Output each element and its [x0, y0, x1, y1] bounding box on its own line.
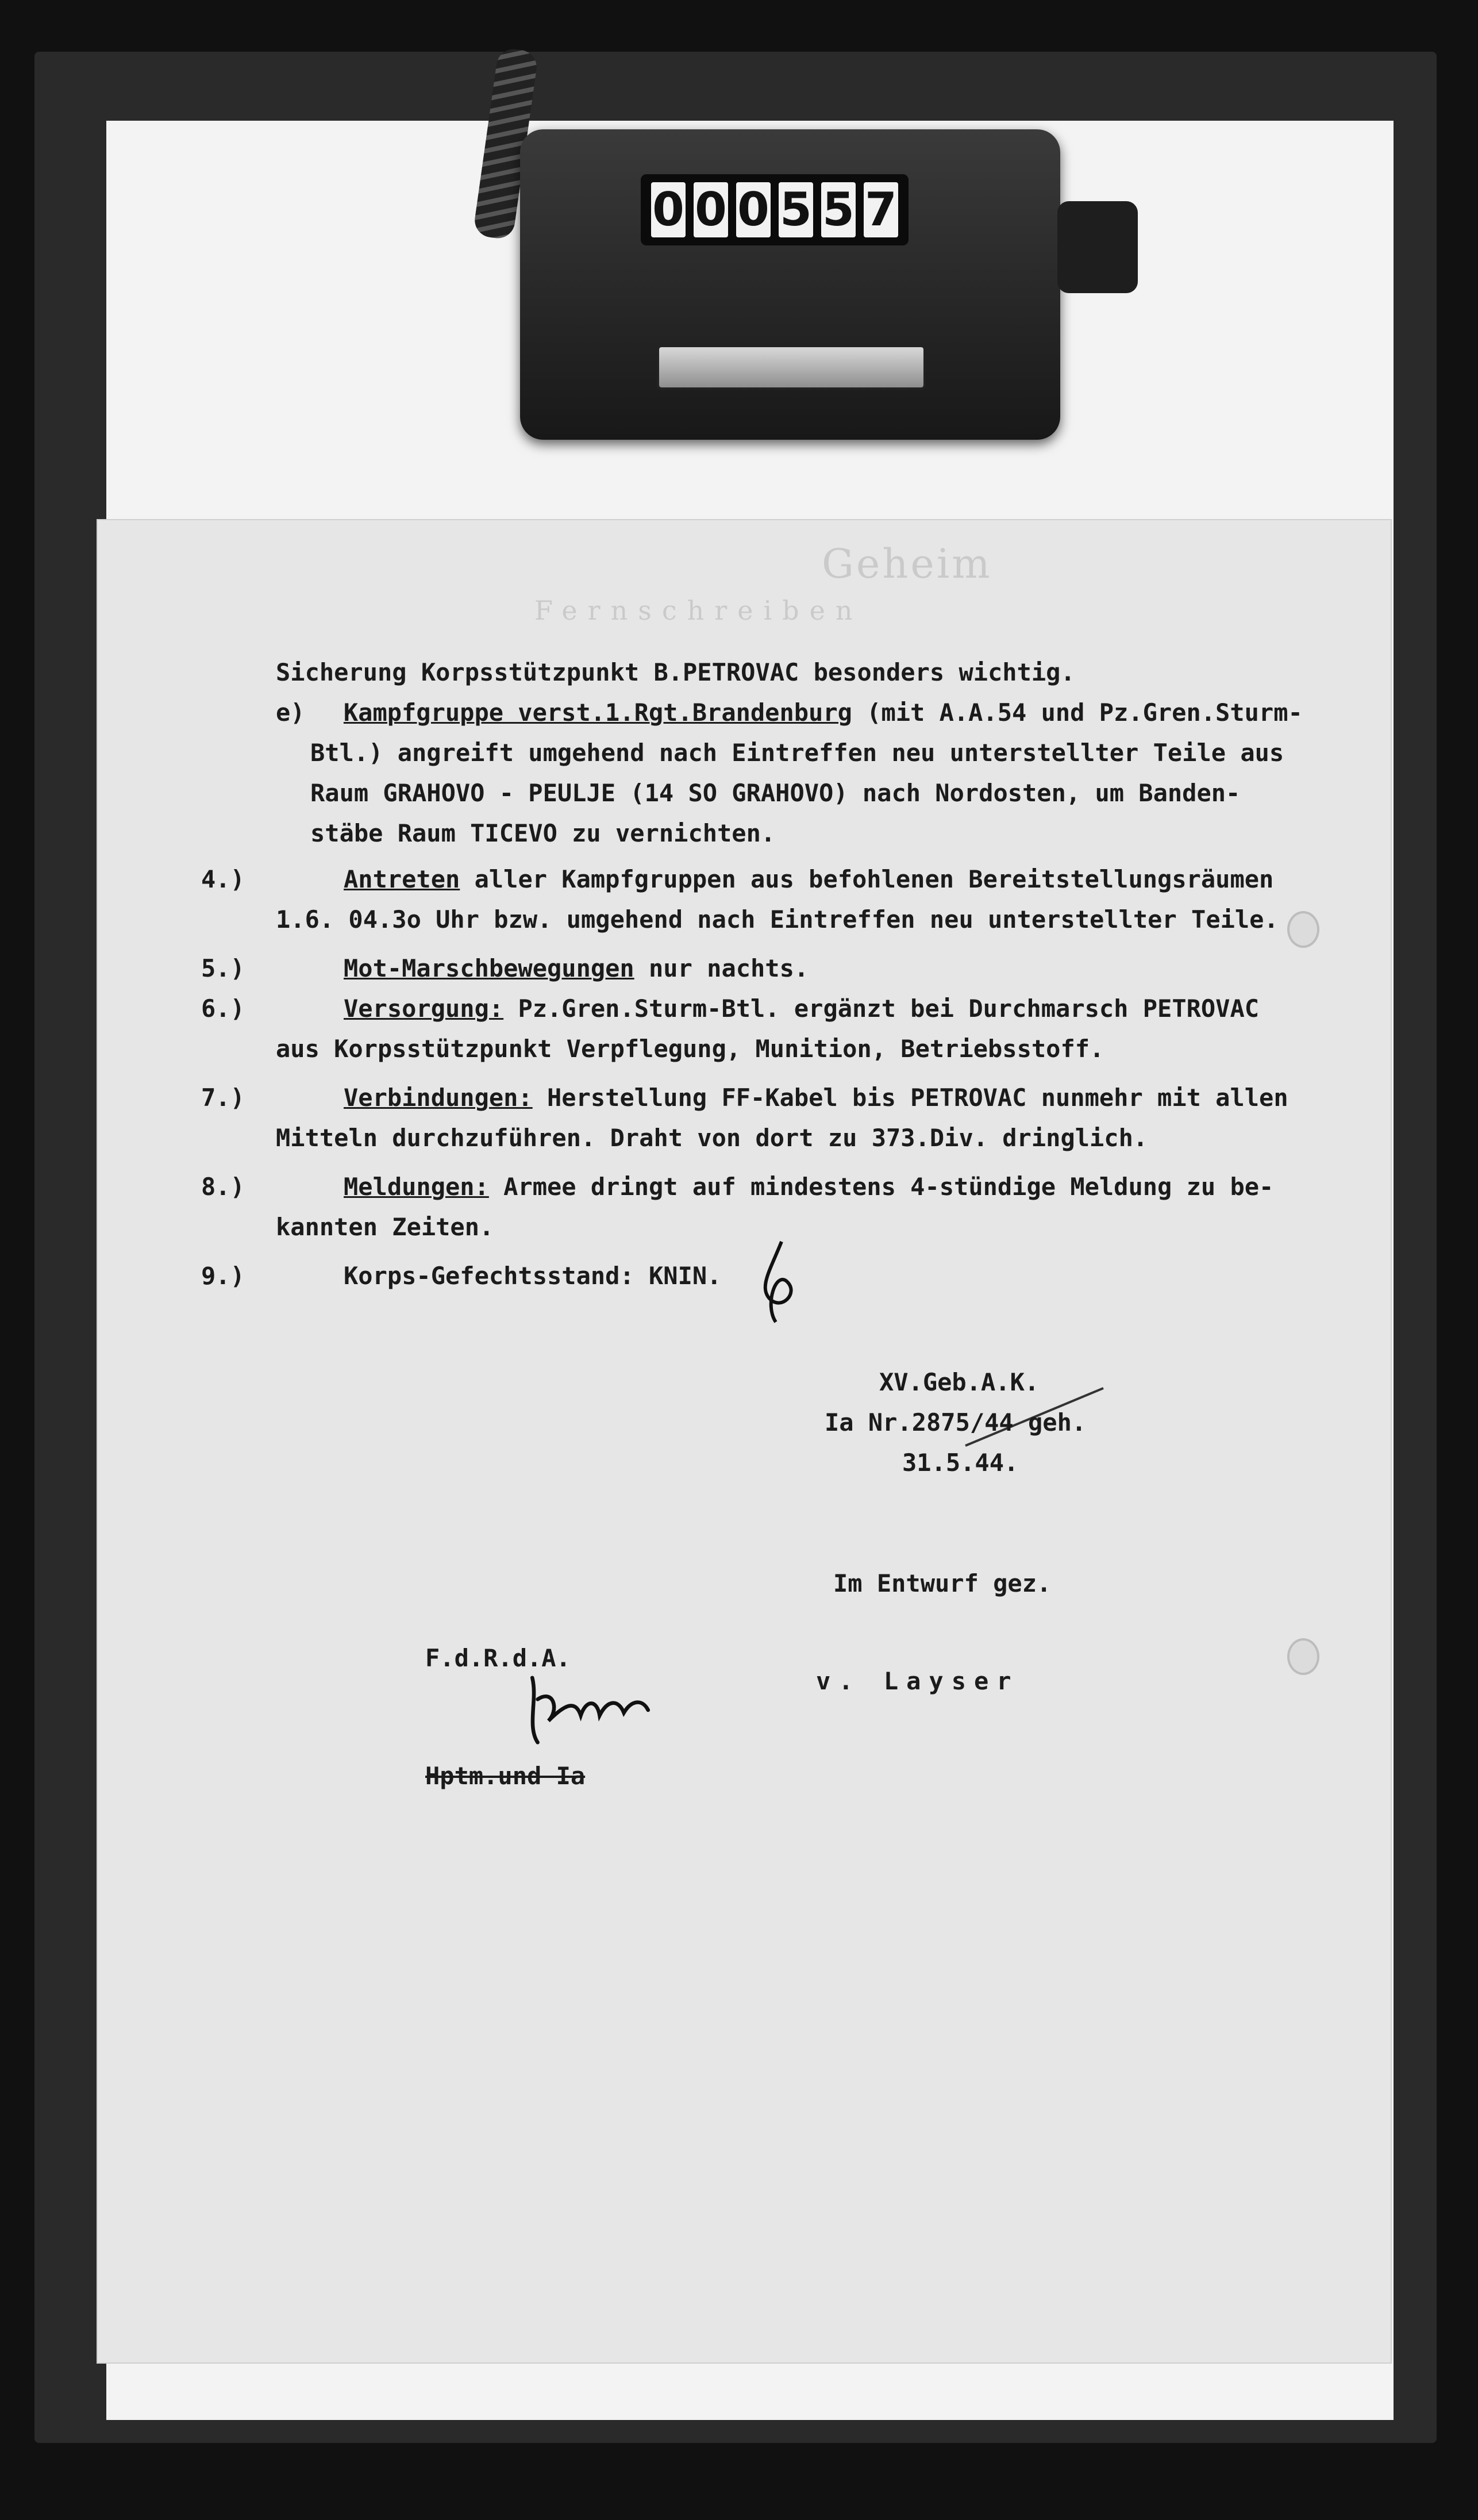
punch-hole — [1287, 1638, 1319, 1675]
text-line: 1.6. 04.3o Uhr bzw. umgehend nach Eintreffen neu unterstellter Teile. — [276, 905, 1279, 934]
counter-digit: 5 — [821, 182, 856, 237]
text-line — [344, 954, 809, 982]
text-line — [344, 1084, 1288, 1112]
struck-rank: Hptm.und Ia — [425, 1762, 586, 1790]
text-line — [276, 698, 1303, 727]
text-fragment: aller Kampfgruppen aus befohlenen Bereitstellungsräumen — [460, 865, 1274, 893]
text-line: stäbe Raum TICEVO zu vernichten. — [310, 819, 776, 847]
text-line: kannten Zeiten. — [276, 1213, 494, 1241]
counter-digit: 7 — [864, 182, 898, 237]
draft-note: Im Entwurf gez. — [833, 1569, 1052, 1597]
unit-name: XV.Geb.A.K. — [879, 1368, 1040, 1396]
counter-digit: 0 — [736, 182, 771, 237]
text-fragment: (mit A.A.54 und Pz.Gren.Sturm- — [852, 698, 1303, 727]
signature — [511, 1667, 661, 1753]
text-line: Sicherung Korpsstützpunkt B.PETROVAC besonders wichtig. — [276, 658, 1075, 686]
counter-digit: 0 — [694, 182, 728, 237]
counter-knob — [1057, 201, 1138, 293]
counter-digits — [641, 174, 909, 245]
text-line: Btl.) angreift umgehend nach Eintreffen neu unterstellter Teile aus — [310, 739, 1284, 767]
text-line — [344, 1173, 1273, 1201]
text-line: aus Korpsstützpunkt Verpflegung, Munition, Betriebsstoff. — [276, 1035, 1104, 1063]
handwritten-mark — [747, 1236, 816, 1328]
text-line: Korps-Gefechtsstand: KNIN. — [344, 1262, 722, 1290]
fdrda-label: F.d.R.d.A. — [425, 1644, 571, 1672]
paragraph-number: 8.) — [201, 1173, 245, 1201]
text-fragment: Pz.Gren.Sturm-Btl. ergänzt bei Durchmarsch PETROVAC — [503, 994, 1260, 1023]
frame-counter — [520, 106, 1066, 445]
document-date: 31.5.44. — [902, 1449, 1019, 1477]
paragraph-number: 5.) — [201, 954, 245, 982]
counter-digit: 5 — [779, 182, 813, 237]
paragraph-number: 6.) — [201, 994, 245, 1023]
counter-digit: 0 — [651, 182, 686, 237]
faint-header-subtitle: Fernschreiben — [534, 595, 863, 626]
item-label: e) — [276, 698, 305, 727]
signer-name: v. Layser — [816, 1667, 1019, 1695]
text-line — [344, 865, 1273, 893]
faint-header-title: Geheim — [822, 540, 992, 587]
text-fragment: Herstellung FF-Kabel bis PETROVAC nunmehr mit allen — [532, 1084, 1288, 1112]
paragraph-number: 4.) — [201, 865, 245, 893]
heading-verbindungen: Verbindungen: — [344, 1084, 533, 1112]
heading-versorgung: Versorgung: — [344, 994, 504, 1023]
heading-antreten: Antreten — [344, 865, 460, 893]
paragraph-number: 9.) — [201, 1262, 245, 1290]
heading-mot: Mot-Marschbewegungen — [344, 954, 634, 982]
document-sheet — [98, 520, 1391, 2362]
counter-plate — [657, 345, 926, 390]
text-fragment: nur nachts. — [634, 954, 809, 982]
heading-kampfgruppe: Kampfgruppe verst.1.Rgt.Brandenburg — [343, 698, 852, 727]
reference-number: Ia Nr.2875/44 geh. — [825, 1408, 1087, 1436]
text-fragment: Armee dringt auf mindestens 4-stündige Meldung zu be- — [488, 1173, 1274, 1201]
text-line: Mitteln durchzuführen. Draht von dort zu 373.Div. dringlich. — [276, 1124, 1148, 1152]
text-line: Raum GRAHOVO - PEULJE (14 SO GRAHOVO) nach Nordosten, um Banden- — [310, 779, 1241, 807]
punch-hole — [1287, 911, 1319, 948]
heading-meldungen: Meldungen: — [344, 1173, 489, 1201]
paragraph-number: 7.) — [201, 1084, 245, 1112]
text-line — [344, 994, 1259, 1023]
